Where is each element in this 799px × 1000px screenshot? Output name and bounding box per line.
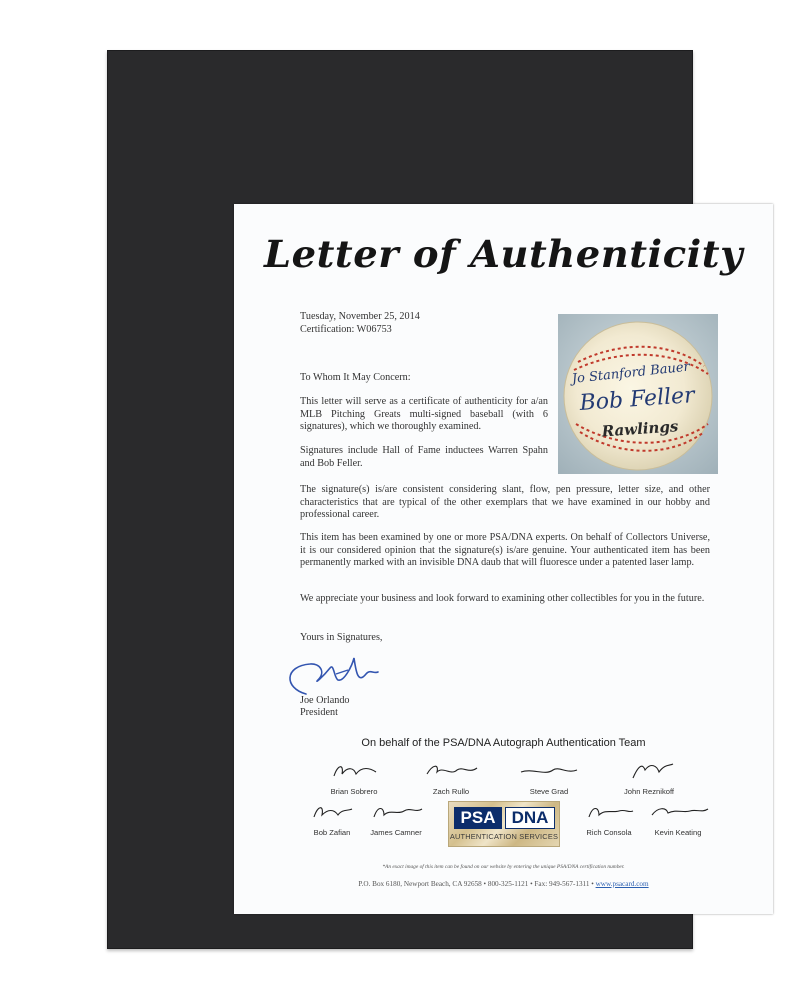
team-member-7 (569, 801, 649, 837)
closing: Yours in Signatures, (300, 632, 383, 643)
team-member-name: James Camner (370, 828, 422, 837)
member-signature (569, 801, 649, 823)
black-presentation-folder (107, 50, 743, 949)
ball-signature-1: Jo Stanford Bauer (571, 359, 691, 387)
team-member-name: Steve Grad (529, 787, 569, 796)
paragraph-appreciation: We appreciate your business and look forward to examining other collectibles for you in the future. (300, 593, 705, 604)
team-member-name: John Reznikoff (623, 787, 675, 796)
ball-signature-2: Bob Feller (578, 383, 696, 417)
team-member-3 (509, 760, 589, 796)
ball-brand-logo: Rawlings (601, 417, 679, 441)
member-signature (356, 801, 436, 823)
team-member-name: Zach Rullo (432, 787, 470, 796)
team-member-name: Brian Sobrero (330, 787, 378, 796)
footer-address: P.O. Box 6180, Newport Beach, CA 92658 • 800-325-1121 • Fax: 949-567-1311 • (358, 880, 594, 888)
letter-date: Tuesday, November 25, 2014 (300, 311, 420, 322)
team-member-name: Rich Consola (586, 828, 632, 837)
baseball-photo (558, 314, 718, 474)
baseball-image (558, 314, 718, 474)
paragraph-item-description: This letter will serve as a certificate of authenticity for a/an MLB Pitching Greats multi-signed baseball (with 6 signatures), which we thoroughly examined. (300, 396, 548, 433)
team-member-6 (356, 801, 436, 837)
team-heading: On behalf of the PSA/DNA Autograph Authentication Team (361, 737, 646, 749)
member-signature (609, 760, 689, 782)
psa-logo: PSA (454, 807, 502, 829)
member-signature (638, 801, 718, 823)
team-member-1 (314, 760, 394, 796)
team-member-4 (609, 760, 689, 796)
certificate-letter (234, 204, 773, 914)
paragraph-examination: This item has been examined by one or more PSA/DNA experts. On behalf of Collectors Universe, it is our considered opinion that the signature(s) is/are genuine. Your authenticated item has been permanently marked with an invisible DNA daub that will fluoresce under a patented laser lamp. (300, 532, 710, 569)
website-link[interactable]: www.psacard.com (595, 880, 649, 888)
signer-name: Joe Orlando (300, 695, 350, 706)
member-signature (411, 760, 491, 782)
team-member-name: Bob Zafian (313, 828, 351, 837)
letter-title: Letter of Authenticity (264, 232, 743, 276)
team-member-2 (411, 760, 491, 796)
authentication-services-label: AUTHENTICATION SERVICES (449, 832, 559, 841)
member-signature (509, 760, 589, 782)
footer-contact (234, 880, 773, 888)
member-signature (314, 760, 394, 782)
dna-logo: DNA (505, 807, 555, 829)
greeting: To Whom It May Concern: (300, 372, 411, 383)
signer-title: President (300, 707, 338, 718)
paragraph-consistency: The signature(s) is/are consistent considering slant, flow, pen pressure, letter size, and other characteristics that are typical of the other exemplars that we have examined in our hobby and professional career. (300, 484, 710, 521)
team-member-8 (638, 801, 718, 837)
psa-dna-hologram-seal (448, 801, 560, 847)
certification-number: Certification: W06753 (300, 324, 392, 335)
team-member-name: Kevin Keating (654, 828, 702, 837)
footer-disclaimer: *An exact image of this item can be found on our website by entering the unique PSA/DNA certification number. (382, 864, 625, 870)
paragraph-signatures: Signatures include Hall of Fame inductees Warren Spahn and Bob Feller. (300, 445, 548, 469)
